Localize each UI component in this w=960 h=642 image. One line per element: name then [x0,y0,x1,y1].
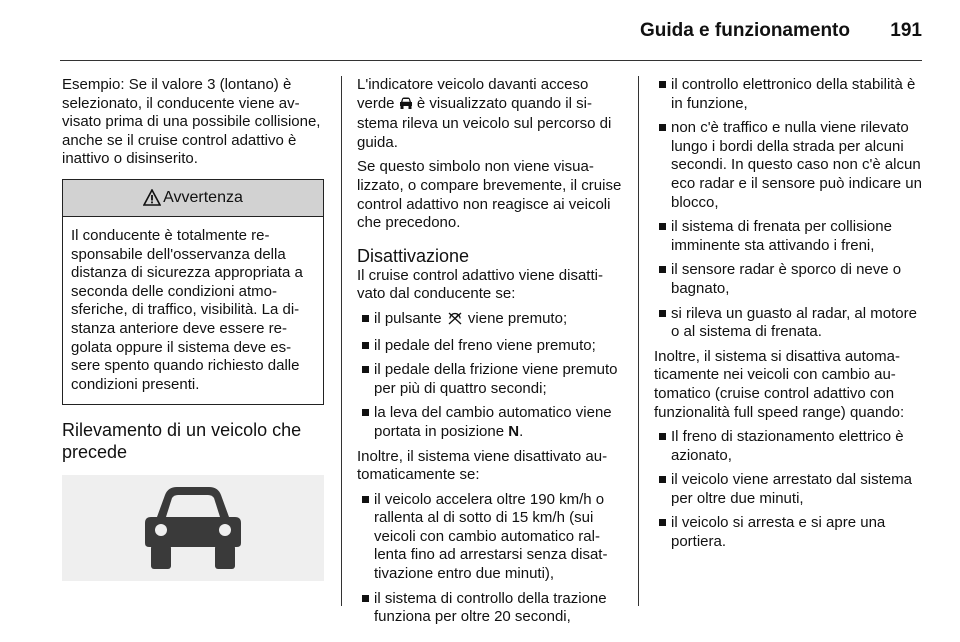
cruise-cancel-icon [446,312,464,331]
indicator-text-end: è visualizzato quando il sistema rileva un veicolo sul percorso di guida. [357,94,612,151]
intro-paragraph: Esempio: Se il valore 3 (lontano) è selezionato, il conducente viene avvisato prima di una possibile collisione, anche se il cruise control adattivo è inattivo o disinserito. [62,76,321,168]
gear-position-n: N [508,422,520,440]
warning-triangle-icon [143,189,161,206]
list-item: non c'è traffico e nulla viene rilevato lungo i bordi della strada per alcuni secondi. In questo caso non c'è alcun eco radar e il sensore può indicare un blocco, [654,119,926,212]
list-item: il sensore radar è sporco di neve o bagnato, [654,261,926,298]
list-item: Il freno di stazionamento elettrico è azionato, [654,428,926,465]
heading-disattivazione: Disattivazione [357,245,470,266]
list-item-text: viene premuto; [467,309,568,327]
page-header-title: Guida e funzionamento [639,20,850,41]
list-item-text: il pulsante [374,309,442,327]
section-heading-vehicle-ahead: Rilevamento di un veicolo che precede [62,420,302,463]
vehicle-ahead-icon [141,485,245,571]
header-divider [60,60,922,61]
list-item: il controllo elettronico della stabilità è in funzione, [654,76,926,113]
list-item-text: la leva del cambio automatico viene portata in posizione [374,404,612,440]
column-divider-2 [638,76,639,606]
vehicle-ahead-icon [399,97,413,116]
column-divider-1 [341,76,342,606]
list-item: il pedale della frizione viene premuto per più di quattro secondi; [357,361,625,398]
list-driver-deactivation [357,310,625,442]
paragraph-automatic-deactivation: Inoltre, il sistema viene disattivato automaticamente se: [357,447,608,484]
column-1 [62,76,324,581]
warning-text: Il conducente è totalmente responsabile dell'osservanza della distanza di sicurezza appropriata a seconda delle condizioni atmosferiche, di traffico, visibilità. La distanza anteriore deve essere regolata oppure il sistema deve essere spento quando richiesto dalle condizioni presenti. [71,226,303,393]
list-automatic-deactivation-continued [654,76,926,342]
page-header [0,0,960,62]
column-2 [357,76,625,633]
list-item: il pedale del freno viene premuto; [357,337,625,356]
paragraph-full-speed-range: Inoltre, il sistema si disattiva automaticamente nei veicoli con cambio automatico (cruise control adattivo con funzionalità full speed range) quando: [654,347,905,421]
warning-box [62,179,324,405]
vehicle-ahead-illustration [62,475,324,581]
list-full-speed-range [654,428,926,552]
list-item [357,404,625,441]
warning-header [63,180,323,217]
list-item: si rileva un guasto al radar, al motore o al sistema di frenata. [654,305,926,342]
list-item: il veicolo si arresta e si apre una portiera. [654,514,926,551]
list-item: il veicolo accelera oltre 190 km/h o rallenta al di sotto di 15 km/h (sui veicoli con cambio automatico rallenta fino ad arrestarsi senza disattivazione entro due minuti), [357,491,625,584]
list-item: il sistema di controllo della trazione funziona per oltre 20 secondi, [357,590,625,627]
list-item-text: . [519,422,524,440]
list-item: il sistema di frenata per collisione imminente sta attivando i freni, [654,218,926,255]
paragraph-not-shown: Se questo simbolo non viene visualizzato, o compare brevemente, il cruise control adattivo non reagisce ai veicoli che precedono. [357,158,622,232]
column-3 [654,76,926,558]
list-automatic-deactivation [357,491,625,627]
indicator-text-start: L'indicatore veicolo davanti acceso verde [357,76,589,112]
paragraph-driver-deactivation: Il cruise control adattivo viene disattivato dal conducente se: [357,266,603,303]
paragraph-indicator [357,76,625,152]
warning-title: Avvertenza [163,188,243,206]
list-item [357,310,625,331]
list-item: il veicolo viene arrestato dal sistema per oltre due minuti, [654,471,926,508]
page-number: 191 [890,20,922,41]
